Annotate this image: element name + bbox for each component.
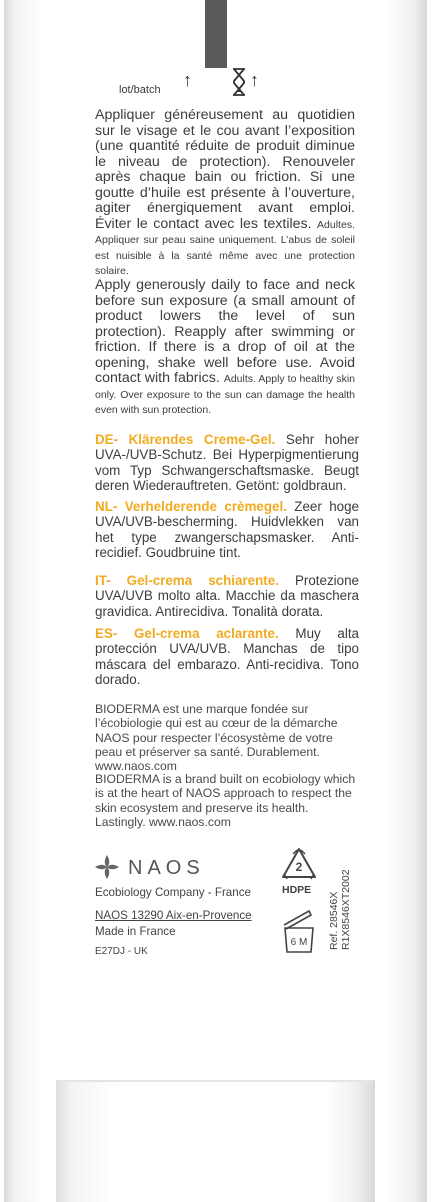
spanish-description — [95, 626, 359, 687]
german-title: DE- Klärendes Creme-Gel. — [95, 432, 276, 447]
italian-text: Protezione UVA/UVB molto alta. Macchie da maschera gravidica. Antirecidiva. Tonalità dorata. — [95, 573, 359, 619]
reference-number: Ref. 28546X — [328, 891, 340, 950]
made-in: Made in France — [95, 925, 176, 938]
lot-batch-label: lot/batch — [119, 84, 161, 96]
hourglass-icon — [232, 68, 246, 96]
english-instructions-main: Apply generously daily to face and neck before sun exposure (a small amount of product lowers the level of sun protection). Reapply after swimming or friction. If there is a drop of oil at the opening, shake well before use. Avoid contact with fabrics. — [95, 277, 355, 386]
crimp-mark — [205, 0, 227, 68]
up-arrow-icon: ↑ — [250, 70, 259, 90]
brand-statement-en: BIODERMA is a brand built on ecobiology which is at the heart of NAOS approach to respect the skin ecosystem and preserve its health. Lastingly. www.naos.com — [95, 772, 356, 829]
brand-statement-fr: BIODERMA est une marque fondée sur l’écobiologie qui est au cœur de la démarche NAOS pour respecter l’écosystème de votre peau et préserver sa santé. Durablement. www.naos.com — [95, 702, 338, 774]
german-text: Sehr hoher UVA-/UVB-Schutz. Bei Hyperpigmentierung vom Typ Schwangerschaftsmaske. Beugt deren Wiederauftreten. Getönt: goldbraun. — [95, 432, 359, 493]
english-instructions-warning: Adults. Apply to healthy skin only. Over exposure to the sun can damage the health even with sun protection. — [95, 373, 355, 416]
company-address: NAOS 13290 Aix-en-Provence — [95, 909, 252, 922]
tube-cap — [56, 1080, 375, 1202]
reference-codes — [328, 840, 352, 950]
naos-wordmark: NAOS — [128, 857, 205, 879]
product-code: E27DJ - UK — [95, 946, 148, 957]
italian-description — [95, 573, 359, 619]
open-jar-icon — [279, 908, 319, 954]
up-arrow-icon: ↑ — [183, 70, 192, 90]
naos-flower-logo — [93, 853, 121, 881]
spanish-title: ES- Gel-crema aclarante. — [95, 626, 279, 641]
recycling-number: 2 — [295, 860, 303, 874]
spanish-text: Muy alta protección UVA/UVB. Manchas de tipo máscara del embarazo. Anti-recidiva. Tono dorado. — [95, 626, 359, 687]
company-tagline: Ecobiology Company - France — [95, 886, 251, 899]
recycling-material: HDPE — [282, 884, 312, 896]
french-instructions-warning: Adultes. Appliquer sur peau saine uniquement. L’abus de soleil est nuisible à la santé même avec une protection solaire. — [95, 218, 355, 277]
cap-seam — [58, 1080, 373, 1082]
german-description — [95, 432, 359, 493]
dutch-text: Zeer hoge UVA/UVB-bescherming. Huidvlekken van het type zwangerschapsmasker. Anti-recidief. Goudbruine tint. — [95, 499, 359, 560]
recycling-triangle-icon — [280, 846, 318, 882]
french-instructions-main: Appliquer généreusement au quotidien sur le visage et le cou avant l’exposition (une quantité réduite de produit diminue le niveau de protection). Renouveler après chaque bain ou friction. Si une goutte d’huile est présente à l’ouverture, agiter énergiquement avant emploi. Éviter le contact avec les textiles. — [95, 107, 355, 232]
french-instructions — [95, 108, 355, 279]
pao-period: 6 M — [290, 937, 308, 948]
dutch-description — [95, 499, 359, 560]
batch-code: R1X8546XT2002 — [340, 869, 352, 950]
dutch-title: NL- Verhelderende crèmegel. — [95, 499, 287, 514]
english-instructions — [95, 278, 355, 418]
italian-title: IT- Gel-crema schiarente. — [95, 573, 279, 588]
